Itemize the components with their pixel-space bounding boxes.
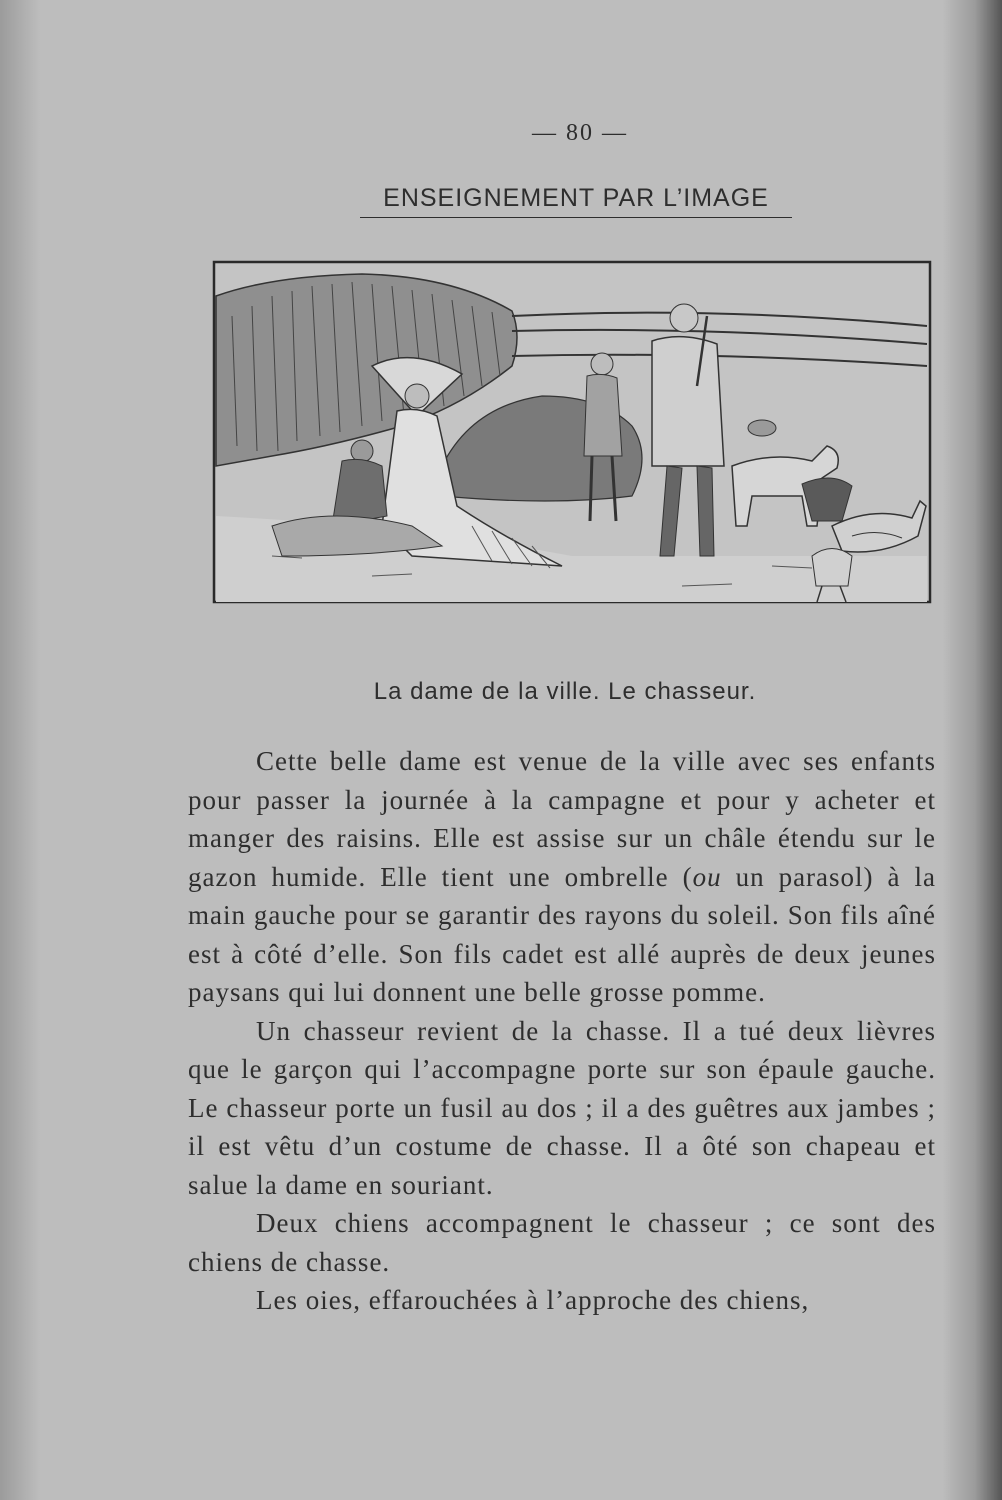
paragraph: Les oies, effarouchées à l’approche des chiens, — [256, 1285, 810, 1315]
paragraph: Deux chiens accompagnent le chasseur ; ce sont des chiens de chasse. — [188, 1208, 936, 1277]
paragraph: Un chasseur revient de la chasse. Il a tué deux lièvres que le garçon qui l’accompagne porte sur son épaule gauche. Le chasseur porte un fusil au dos ; il a des guêtres aux jambes ; il est vêtu d’un costume de chasse. Il a ôté son chapeau et salue la dame en souriant. — [188, 1015, 936, 1200]
paragraph — [188, 742, 936, 1012]
page-spine-shadow — [942, 0, 1002, 1500]
body-text — [188, 742, 936, 1320]
section-heading: ENSEIGNEMENT PAR L’IMAGE — [360, 184, 792, 218]
page-left-shadow — [0, 0, 40, 1500]
italic-word: ou — [692, 861, 722, 892]
engraving-drawing — [212, 256, 932, 606]
illustration-caption: La dame de la ville. Le chasseur. — [373, 678, 757, 705]
illustration — [212, 256, 932, 606]
paragraph-text: un parasol) à la main gauche pour se garantir des rayons du soleil. Son fils aîné est à côté d’elle. Son fils cadet est allé auprès de deux jeunes paysans qui lui donnent une belle grosse pomme. — [188, 861, 936, 1007]
page-number: — 80 — — [532, 120, 628, 146]
paragraph-text: Cette belle dame est venue de la ville avec ses enfants pour passer la journée à la campagne et pour y acheter et manger des raisins. Elle est assise sur un châle étendu sur le gazon humide. Elle tient une ombrelle ( — [188, 746, 936, 892]
